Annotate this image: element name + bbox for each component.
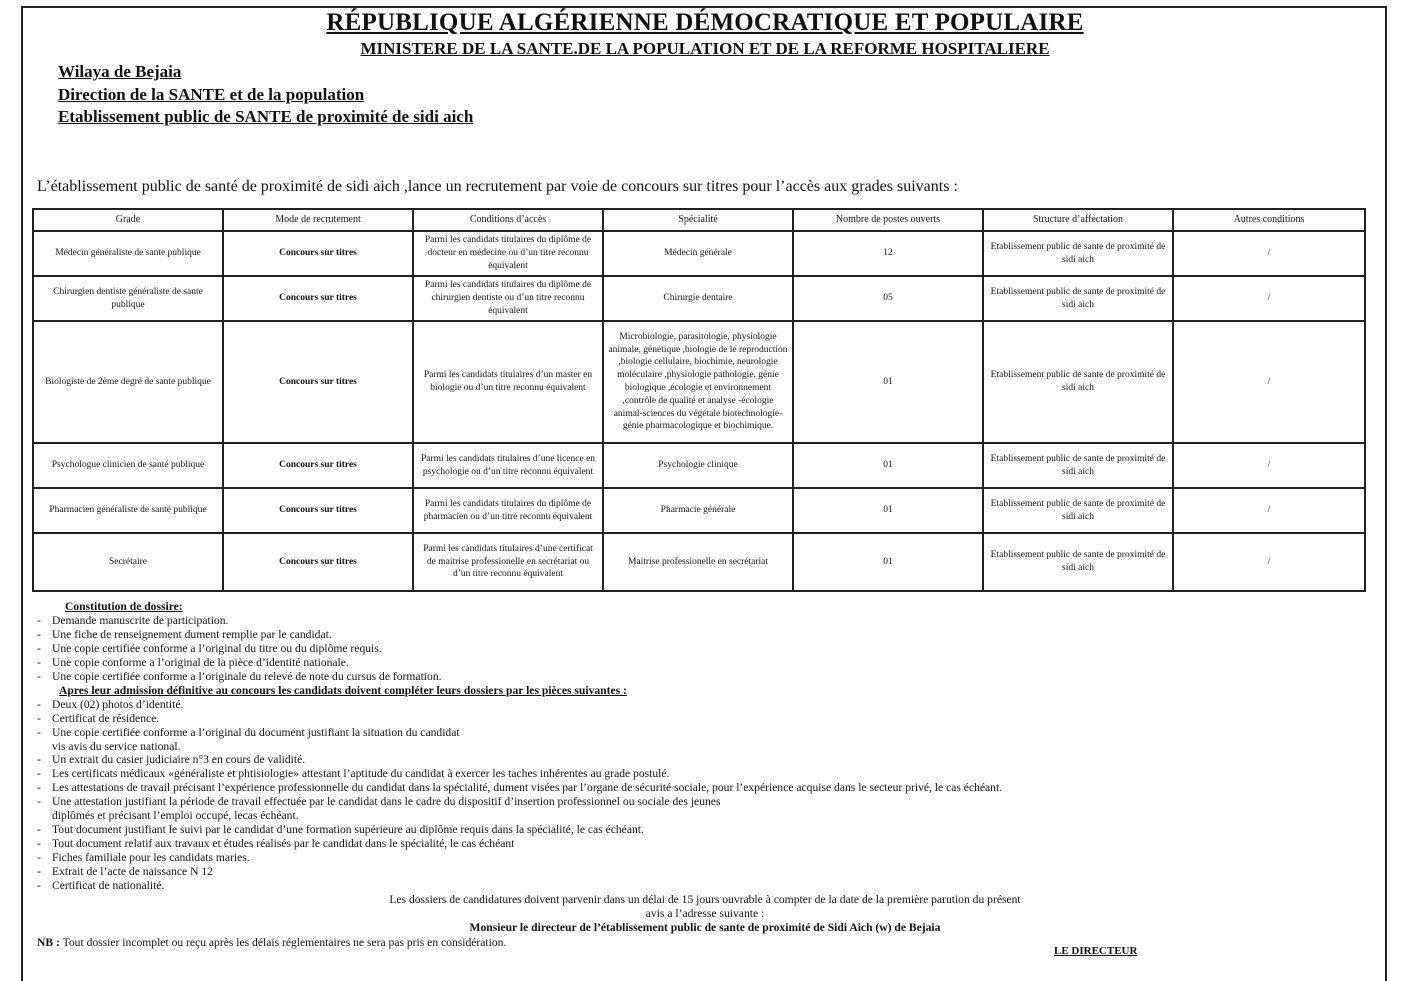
col-header-postes: Nombre de postes ouverts xyxy=(793,209,983,231)
list-item: - Demande manuscrite de participation. xyxy=(37,613,229,627)
list-item: - Une copie certifiée conforme a l’originale du relevé de note du cursus de formation. xyxy=(37,669,442,683)
list-item: - Extrait de l’acte de naissance N 12 xyxy=(37,865,213,879)
col-header-structure: Structure d’affectation xyxy=(983,209,1173,231)
list-item: - Tout document relatif aux travaux et études réalisés par le candidat dans le spécialité, le cas échéant xyxy=(37,837,515,851)
admission-heading: Apres leur admission définitive au concours les candidats doivent compléter leurs dossiers par les pièces suivantes : xyxy=(59,683,627,697)
ministry-title: MINISTERE DE LA SANTE.DE LA POPULATION ET DE LA REFORME HOSPITALIERE xyxy=(360,39,1050,58)
direction-label: Direction de la SANTE et de la population xyxy=(58,85,365,104)
cell-autres: / xyxy=(1173,276,1365,321)
list-item: - Une copie conforme a l’original de la pièce d’identité nationale. xyxy=(37,655,349,669)
list-item: - Les certificats médicaux «généraliste et phtisiologie» attestant l’aptitude du candidat à exercer les taches inhérentes au grade postulé. xyxy=(37,767,670,781)
cell-specialite: Maitrise professionelle en secrétariat xyxy=(603,533,793,591)
cell-postes: 05 xyxy=(793,276,983,321)
col-header-mode: Mode de recrutement xyxy=(223,209,413,231)
cell-mode: Concours sur titres xyxy=(223,321,413,443)
cell-specialite: Pharmacie générale xyxy=(603,488,793,533)
intro-text: L’établissement public de santé de proximité de sidi aich ,lance un recrutement par voie de concours sur titres pour l’accès aux grades suivants : xyxy=(37,178,958,195)
table-row xyxy=(33,533,1365,591)
cell-mode: Concours sur titres xyxy=(223,276,413,321)
cell-conditions: Parmi les candidats titulaires d’une certificat de maitrise professionelle en secrétariat ou d’un titre reconnu équivalent xyxy=(413,533,603,591)
cell-specialite: Médecin générale xyxy=(603,231,793,276)
dossier-heading: Constitution de dossire: xyxy=(65,600,183,613)
wilaya-label: Wilaya de Bejaia xyxy=(58,62,182,81)
deadline-text: Les dossiers de candidatures doivent parvenir dans un délai de 15 jours ouvrable à compter de la date de la première parution du présent xyxy=(389,893,1021,906)
col-header-autres: Autres conditions xyxy=(1173,209,1365,231)
address-intro: avis a l’adresse suivante : xyxy=(645,907,765,920)
list-item: - Une fiche de renseignement dument remplie par le candidat. xyxy=(37,627,332,641)
address-recipient: Monsieur le directeur de l’établissement public de sante de proximité de Sidi Aich (w) de Bejaia xyxy=(469,921,941,934)
cell-mode: Concours sur titres xyxy=(223,533,413,591)
cell-autres: / xyxy=(1173,533,1365,591)
cell-postes: 01 xyxy=(793,533,983,591)
list-item: - Certificat de nationalité. xyxy=(37,879,165,893)
cell-grade: Biologiste de 2ème degré de sante publique xyxy=(33,321,223,443)
cell-autres: / xyxy=(1173,443,1365,488)
cell-structure: Etablissement public de sante de proximité de sidi aich xyxy=(983,488,1173,533)
table-row xyxy=(33,231,1365,276)
cell-conditions: Parmi les candidats titulaires d’un master en biologie ou d’un titre reconnu équivalent xyxy=(413,321,603,443)
cell-specialite: Psychologie clinique xyxy=(603,443,793,488)
cell-postes: 01 xyxy=(793,443,983,488)
col-header-conditions: Conditions d’accès xyxy=(413,209,603,231)
cell-specialite: Chirurgie dentaire xyxy=(603,276,793,321)
col-header-grade: Grade xyxy=(33,209,223,231)
recruitment-table xyxy=(32,208,1366,592)
nb-note: NB : Tout dossier incomplet ou reçu après les délais réglementaires ne sera pas pris en considération. xyxy=(37,936,507,949)
list-item: - Les attestations de travail précisant l’expérience professionnelle du candidat dans la spécialité, dument visées par l’organe de sécurité sociale, pour l’expérience acquise dans le secteur privé, le cas échéant. xyxy=(37,781,1003,795)
cell-structure: Etablissement public de sante de proximité de sidi aich xyxy=(983,321,1173,443)
cell-grade: Chirurgien dentiste généraliste de sante publique xyxy=(33,276,223,321)
cell-structure: Etablissement public de sante de proximité de sidi aich xyxy=(983,231,1173,276)
signature-label: LE DIRECTEUR xyxy=(1054,945,1138,957)
list-item: - Deux (02) photos d’identité. xyxy=(37,697,184,711)
cell-structure: Etablissement public de sante de proximité de sidi aich xyxy=(983,533,1173,591)
table-row xyxy=(33,488,1365,533)
cell-conditions: Parmi les candidats titulaires du diplôme de chirurgien dentiste ou d’un titre reconnu équivalent xyxy=(413,276,603,321)
cell-specialite: Microbiologie, parasitologie, physiologie animale, génétique ,biologie de le reproduction ,biologie cellulaire, biochimie, neurologie moléculaire ,physiologie pathologie, génie biologique ,écologie et environnement ,contrôle de qualité et analyse -écologie animal-sciences du végétale biotechnologie-génie pharmacologique et biochimique. xyxy=(603,321,793,443)
cell-structure: Etablissement public de sante de proximité de sidi aich xyxy=(983,276,1173,321)
table-row xyxy=(33,276,1365,321)
cell-autres: / xyxy=(1173,321,1365,443)
cell-postes: 01 xyxy=(793,488,983,533)
table-row xyxy=(33,443,1365,488)
cell-grade: Psychologue clinicien de santé publique xyxy=(33,443,223,488)
cell-grade: Secrétaire xyxy=(33,533,223,591)
list-item: - Une copie certifiée conforme a l’original du document justifiant la situation du candidat xyxy=(37,725,460,739)
list-item: - Une attestation justifiant la période de travail effectuée par le candidat dans le cadre du dispositif d’insertion professionnel ou sociale des jeunes xyxy=(37,795,721,809)
cell-mode: Concours sur titres xyxy=(223,443,413,488)
cell-postes: 12 xyxy=(793,231,983,276)
cell-mode: Concours sur titres xyxy=(223,488,413,533)
cell-structure: Etablissement public de sante de proximité de sidi aich xyxy=(983,443,1173,488)
col-header-specialite: Spécialité xyxy=(603,209,793,231)
table-header-row xyxy=(33,209,1365,231)
cell-autres: / xyxy=(1173,488,1365,533)
cell-conditions: Parmi les candidats titulaires d’une licence en psychologie ou d’un titre reconnu équivalent xyxy=(413,443,603,488)
table-row xyxy=(33,321,1365,443)
cell-autres: / xyxy=(1173,231,1365,276)
cell-mode: Concours sur titres xyxy=(223,231,413,276)
list-item: - Tout document justifiant le suivi par le candidat d’une formation supérieure au diplôme requis dans la spécialité, le cas échéant. xyxy=(37,823,644,837)
dossier-section xyxy=(37,600,1357,893)
list-item: - Une copie certifiée conforme a l’original du titre ou du diplôme requis. xyxy=(37,641,382,655)
cell-grade: Pharmacien généraliste de santé publique xyxy=(33,488,223,533)
list-item-continuation: diplômés et précisant l’emploi occupé, lecas échéant. xyxy=(52,809,299,823)
etablissement-label: Etablissement public de SANTE de proximité de sidi aich xyxy=(58,107,474,126)
list-item-continuation: vis avis du service national. xyxy=(52,739,181,753)
page-title: RÉPUBLIQUE ALGÉRIENNE DÉMOCRATIQUE ET POPULAIRE xyxy=(326,9,1084,36)
list-item: - Un extrait du casier judiciaire n°3 en cours de validité. xyxy=(37,753,306,767)
cell-postes: 01 xyxy=(793,321,983,443)
cell-conditions: Parmi les candidats titulaires du diplôme de docteur en médecine ou d’un titre reconnu équivalent xyxy=(413,231,603,276)
list-item: - Fiches familiale pour les candidats maries. xyxy=(37,851,250,865)
list-item: - Certificat de résidence. xyxy=(37,711,160,725)
cell-conditions: Parmi les candidats titulaires du diplôme de pharmacien ou d’un titre reconnu équivalent xyxy=(413,488,603,533)
cell-grade: Médecin généraliste de sante publique xyxy=(33,231,223,276)
